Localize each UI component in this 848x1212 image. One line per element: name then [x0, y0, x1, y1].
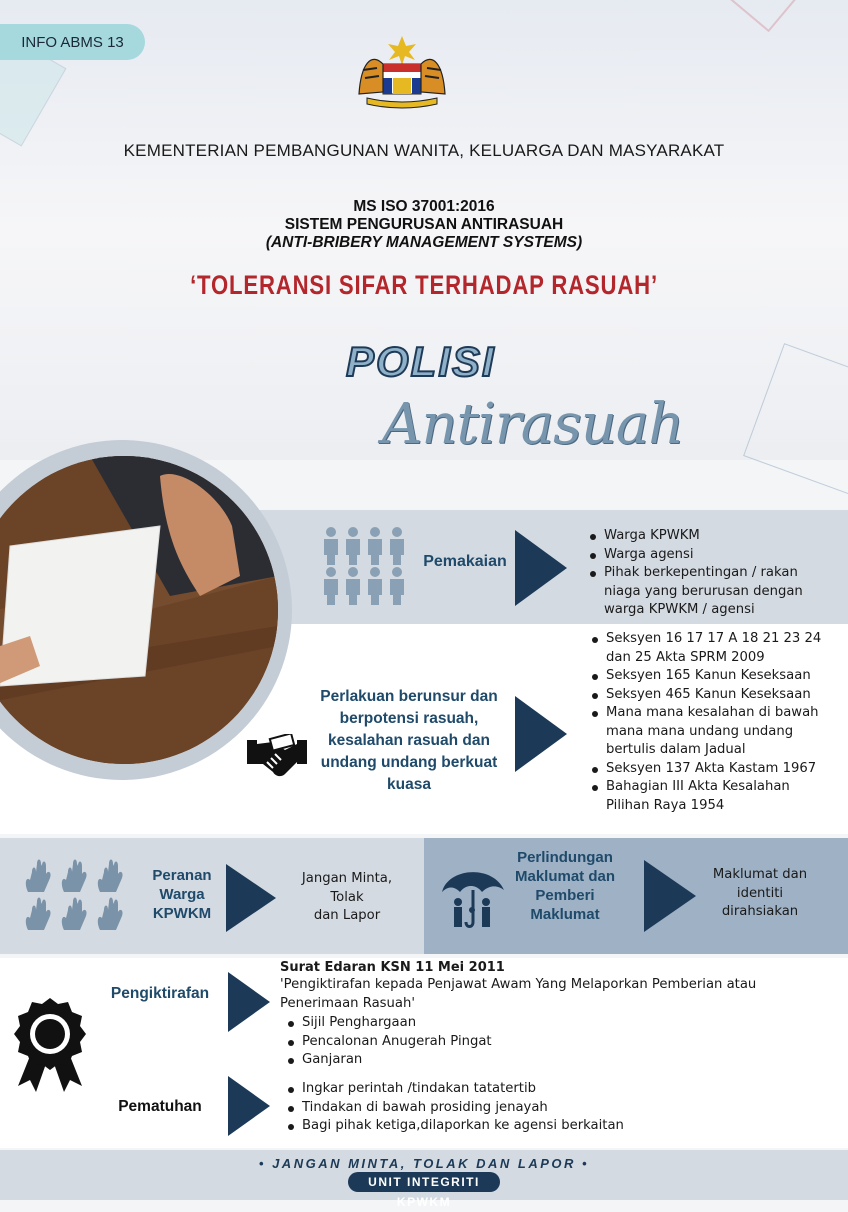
list-item: Seksyen 137 Akta Kastam 1967	[590, 760, 830, 779]
iso-block	[120, 198, 728, 252]
perlindungan-label: Perlindungan Maklumat dan Pemberi Maklumat	[514, 849, 616, 923]
list-item: Bagi pihak ketiga,dilaporkan ke agensi berkaitan	[286, 1117, 826, 1136]
ksn-quote: 'Pengiktirafan kepada Penjawat Awam Yang Melaporkan Pemberian atau Penerimaan Rasuah'	[280, 977, 757, 1011]
list-item: Pencalonan Anugerah Pingat	[286, 1033, 646, 1052]
pengiktirafan-label: Pengiktirafan	[110, 985, 210, 1002]
perlakuan-label: Perlakuan berunsur dan berpotensi rasuah, kesalahan rasuah dan undang undang berkuat kuasa	[320, 688, 498, 793]
list-item: Ganjaran	[286, 1051, 646, 1070]
handshake-money-icon	[245, 734, 309, 780]
list-item: Mana mana kesalahan di bawah mana mana undang undang bertulis dalam Jadual	[590, 704, 830, 760]
list-item: Sijil Penghargaan	[286, 1014, 646, 1033]
perlindungan-text	[690, 866, 830, 922]
text-line: Jangan Minta,	[301, 871, 393, 886]
arrow-pemakaian-icon	[515, 530, 567, 606]
pemakaian-label: Pemakaian	[423, 553, 507, 570]
text-line: dan Lapor	[313, 908, 381, 923]
footer-slogan: • JANGAN MINTA, TOLAK DAN LAPOR •	[258, 1156, 590, 1171]
arrow-pengiktirafan-icon	[228, 972, 270, 1032]
text-line: Maklumat dan	[712, 867, 808, 882]
slogan-heading: ‘TOLERANSI SIFAR TERHADAP RASUAH’	[190, 270, 658, 300]
list-item: Seksyen 465 Kanun Keseksaan	[590, 686, 830, 705]
umbrella-family-icon	[438, 862, 508, 932]
list-item: Warga KPWKM	[588, 527, 828, 546]
arrow-perlakuan-icon	[515, 696, 567, 772]
text-line: Tolak	[330, 889, 364, 905]
list-item: Ingkar perintah /tindakan tatatertib	[286, 1080, 826, 1099]
list-item: Seksyen 16 17 17 A 18 21 23 24 dan 25 Akta SPRM 2009	[590, 630, 830, 667]
title-polisi: POLISI	[346, 338, 496, 385]
arrow-pematuhan-icon	[228, 1076, 270, 1136]
text-line: dirahsiakan	[721, 904, 799, 919]
ministry-name: KEMENTERIAN PEMBANGUNAN WANITA, KELUARGA DAN MASYARAKAT	[123, 141, 725, 160]
raised-hands-icon	[22, 858, 128, 934]
coat-of-arms-emblem	[353, 34, 451, 110]
award-medal-icon	[12, 996, 88, 1092]
pematuhan-label: Pematuhan	[118, 1098, 202, 1115]
list-item: Warga agensi	[588, 546, 828, 565]
list-item: Seksyen 165 Kanun Keseksaan	[590, 667, 830, 686]
list-item: Pihak berkepentingan / rakan niaga yang berurusan dengan warga KPWKM / agensi	[588, 564, 828, 620]
arrow-peranan-icon	[226, 864, 276, 932]
iso-name: SISTEM PENGURUSAN ANTIRASUAH	[284, 216, 564, 233]
peranan-text	[282, 870, 412, 926]
pemakaian-list	[588, 527, 828, 620]
arrow-perlindungan-icon	[644, 860, 696, 932]
list-item: Tindakan di bawah prosiding jenayah	[286, 1099, 826, 1118]
people-group-icon	[322, 526, 412, 606]
iso-code: MS ISO 37001:2016	[353, 198, 495, 215]
list-item: Bahagian III Akta Kesalahan Pilihan Raya 1954	[590, 778, 830, 815]
title-antirasuah: Antirasuah	[382, 392, 684, 457]
info-badge: INFO ABMS 13	[0, 24, 145, 60]
peranan-label: Peranan Warga KPWKM	[152, 867, 212, 922]
pematuhan-list	[286, 1080, 826, 1136]
iso-english: (ANTI-BRIBERY MANAGEMENT SYSTEMS)	[265, 234, 583, 251]
perlakuan-list	[590, 630, 830, 815]
pengiktirafan-list	[286, 1014, 646, 1070]
text-line: identiti	[736, 885, 784, 901]
footer-unit: UNIT INTEGRITI KPWKM	[348, 1172, 500, 1192]
ksn-heading: Surat Edaran KSN 11 Mei 2011	[280, 960, 505, 975]
